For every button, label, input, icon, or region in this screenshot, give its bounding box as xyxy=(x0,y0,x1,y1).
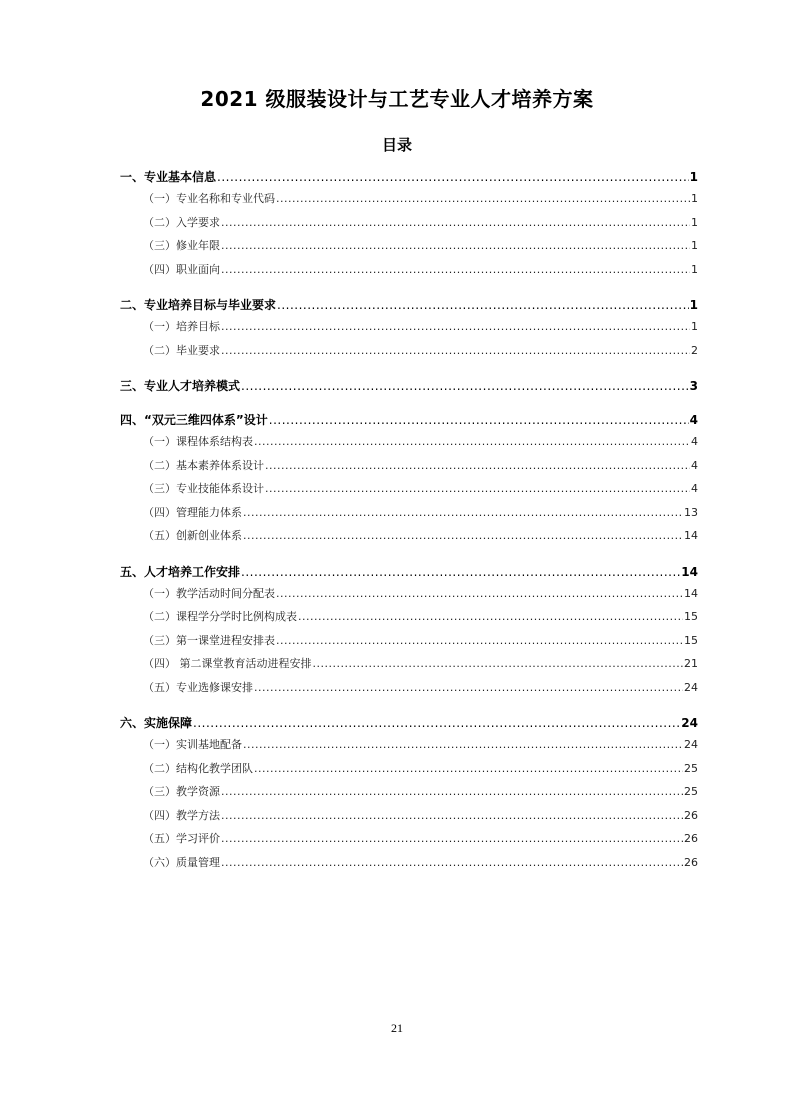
toc-entry-title: （三）第一课堂进程安排表 xyxy=(143,633,275,647)
toc-dot-leader xyxy=(243,529,683,542)
toc-entry-page: 1 xyxy=(691,239,698,252)
toc-subsection-entry[interactable] xyxy=(120,237,698,261)
toc-dot-leader xyxy=(243,506,683,519)
toc-dot-leader xyxy=(276,634,683,647)
toc-entry-page: 1 xyxy=(689,298,698,312)
toc-subsection-entry[interactable] xyxy=(120,679,698,703)
toc-entry-page: 4 xyxy=(691,435,698,448)
toc-entry-title: （四）管理能力体系 xyxy=(143,505,242,519)
toc-entry-title: （六）质量管理 xyxy=(143,855,220,869)
toc-dot-leader xyxy=(221,216,690,229)
toc-dot-leader xyxy=(269,413,689,427)
toc-dot-leader xyxy=(221,832,683,845)
toc-entry-title: （二）毕业要求 xyxy=(143,343,220,357)
toc-entry-title: （一）教学活动时间分配表 xyxy=(143,586,275,600)
toc-section-entry[interactable] xyxy=(120,714,698,736)
toc-entry-title: （三）教学资源 xyxy=(143,785,220,798)
toc-section-entry[interactable] xyxy=(120,168,698,190)
toc-section-entry[interactable] xyxy=(120,563,698,585)
toc-dot-leader xyxy=(254,762,683,775)
toc-entry-title: （一）课程体系结构表 xyxy=(143,435,253,448)
toc-entry-title: （三）专业技能体系设计 xyxy=(143,482,264,495)
toc-section-entry[interactable] xyxy=(120,296,698,318)
toc-dot-leader xyxy=(221,320,690,333)
toc-entry-page: 4 xyxy=(689,413,698,427)
toc-dot-leader xyxy=(243,738,683,751)
toc-subsection-entry[interactable] xyxy=(120,318,698,342)
toc-entry-page: 1 xyxy=(691,215,698,229)
toc-section-entry[interactable] xyxy=(120,377,698,399)
toc-dot-leader xyxy=(241,565,680,579)
toc-entry-page: 26 xyxy=(684,808,698,822)
toc-entry-title: （三）修业年限 xyxy=(143,239,220,252)
toc-entry-title: （五）专业选修课安排 xyxy=(143,680,253,694)
toc-entry-page: 13 xyxy=(684,505,698,519)
toc-subsection-entry[interactable] xyxy=(120,261,698,285)
toc-dot-leader xyxy=(265,482,690,495)
toc-entry-title: （五）学习评价 xyxy=(143,832,220,845)
toc-entry-page: 1 xyxy=(691,262,698,276)
toc-section-entry[interactable] xyxy=(120,411,698,433)
toc-subsection-entry[interactable] xyxy=(120,655,698,679)
toc-entry-page: 3 xyxy=(689,379,698,393)
toc-entry-title: （二）入学要求 xyxy=(143,215,220,229)
toc-subsection-entry[interactable] xyxy=(120,736,698,760)
toc-entry-page: 21 xyxy=(684,657,698,670)
document-title: 2021 级服装设计与工艺专业人才培养方案 xyxy=(200,87,594,111)
toc-dot-leader xyxy=(193,716,680,730)
toc-dot-leader xyxy=(221,856,683,869)
toc-entry-title: （五）创新创业体系 xyxy=(143,529,242,542)
toc-subsection-entry[interactable] xyxy=(120,807,698,831)
toc-entry-title: （二）课程学分学时比例构成表 xyxy=(143,610,297,623)
toc-dot-leader xyxy=(221,785,683,798)
toc-dot-leader xyxy=(298,610,683,623)
toc-entry-page: 26 xyxy=(684,832,698,845)
toc-subsection-entry[interactable] xyxy=(120,608,698,632)
toc-entry-title: （二）结构化教学团队 xyxy=(143,761,253,775)
toc-entry-page: 14 xyxy=(684,586,698,600)
toc-subsection-entry[interactable] xyxy=(120,214,698,238)
toc-subsection-entry[interactable] xyxy=(120,632,698,656)
toc-subsection-entry[interactable] xyxy=(120,760,698,784)
toc-entry-page: 4 xyxy=(691,482,698,495)
toc-subsection-entry[interactable] xyxy=(120,830,698,854)
toc-entry-page: 4 xyxy=(691,458,698,472)
toc-subsection-entry[interactable] xyxy=(120,504,698,528)
toc-dot-leader xyxy=(221,809,683,822)
toc-entry-title: （二）基本素养体系设计 xyxy=(143,458,264,472)
toc-entry-page: 25 xyxy=(684,785,698,798)
toc-entry-page: 14 xyxy=(681,564,698,579)
toc-subsection-entry[interactable] xyxy=(120,527,698,551)
toc-entry-page: 24 xyxy=(684,738,698,751)
toc-entry-page: 1 xyxy=(691,320,698,333)
toc-entry-page: 15 xyxy=(684,610,698,623)
toc-entry-title: 三、专业人才培养模式 xyxy=(120,379,241,393)
toc-dot-leader xyxy=(217,170,689,184)
toc-dot-leader xyxy=(265,459,690,472)
table-of-contents xyxy=(120,168,698,877)
toc-subsection-entry[interactable] xyxy=(120,480,698,504)
toc-entry-page: 26 xyxy=(684,855,698,869)
toc-entry-page: 1 xyxy=(689,170,698,184)
toc-entry-page: 1 xyxy=(691,192,698,205)
toc-entry-page: 2 xyxy=(691,343,698,357)
toc-entry-title: 六、实施保障 xyxy=(120,716,193,730)
toc-entry-page: 25 xyxy=(684,761,698,775)
toc-entry-title: （一）培养目标 xyxy=(143,320,220,333)
toc-dot-leader xyxy=(254,435,690,448)
toc-dot-leader xyxy=(254,681,683,694)
toc-entry-title: （一）专业名称和专业代码 xyxy=(143,192,275,205)
toc-entry-title: （四） 第二课堂教育活动进程安排 xyxy=(143,657,312,670)
toc-subsection-entry[interactable] xyxy=(120,457,698,481)
toc-subsection-entry[interactable] xyxy=(120,585,698,609)
toc-entry-title: 二、专业培养目标与毕业要求 xyxy=(120,298,277,312)
toc-entry-title: 一、专业基本信息 xyxy=(120,170,217,184)
page-number: 21 xyxy=(391,1021,403,1035)
toc-subsection-entry[interactable] xyxy=(120,342,698,366)
toc-entry-title: （四）职业面向 xyxy=(143,262,220,276)
toc-entry-page: 15 xyxy=(684,633,698,647)
toc-dot-leader xyxy=(241,379,689,393)
toc-dot-leader xyxy=(277,298,689,312)
toc-subsection-entry[interactable] xyxy=(120,433,698,457)
toc-subsection-entry[interactable] xyxy=(120,190,698,214)
toc-dot-leader xyxy=(221,263,690,276)
toc-dot-leader xyxy=(313,657,684,670)
toc-dot-leader xyxy=(276,192,690,205)
toc-subsection-entry[interactable] xyxy=(120,783,698,807)
toc-dot-leader xyxy=(276,587,683,600)
toc-dot-leader xyxy=(221,239,690,252)
toc-entry-title: 四、“双元三维四体系”设计 xyxy=(120,413,268,427)
toc-entry-title: （四）教学方法 xyxy=(143,808,220,822)
toc-entry-title: （一）实训基地配备 xyxy=(143,738,242,751)
toc-entry-page: 14 xyxy=(684,529,698,542)
toc-entry-page: 24 xyxy=(684,680,698,694)
toc-dot-leader xyxy=(221,344,690,357)
toc-heading: 目录 xyxy=(381,136,412,154)
toc-entry-page: 24 xyxy=(681,716,698,730)
toc-entry-title: 五、人才培养工作安排 xyxy=(120,564,241,579)
toc-subsection-entry[interactable] xyxy=(120,854,698,878)
